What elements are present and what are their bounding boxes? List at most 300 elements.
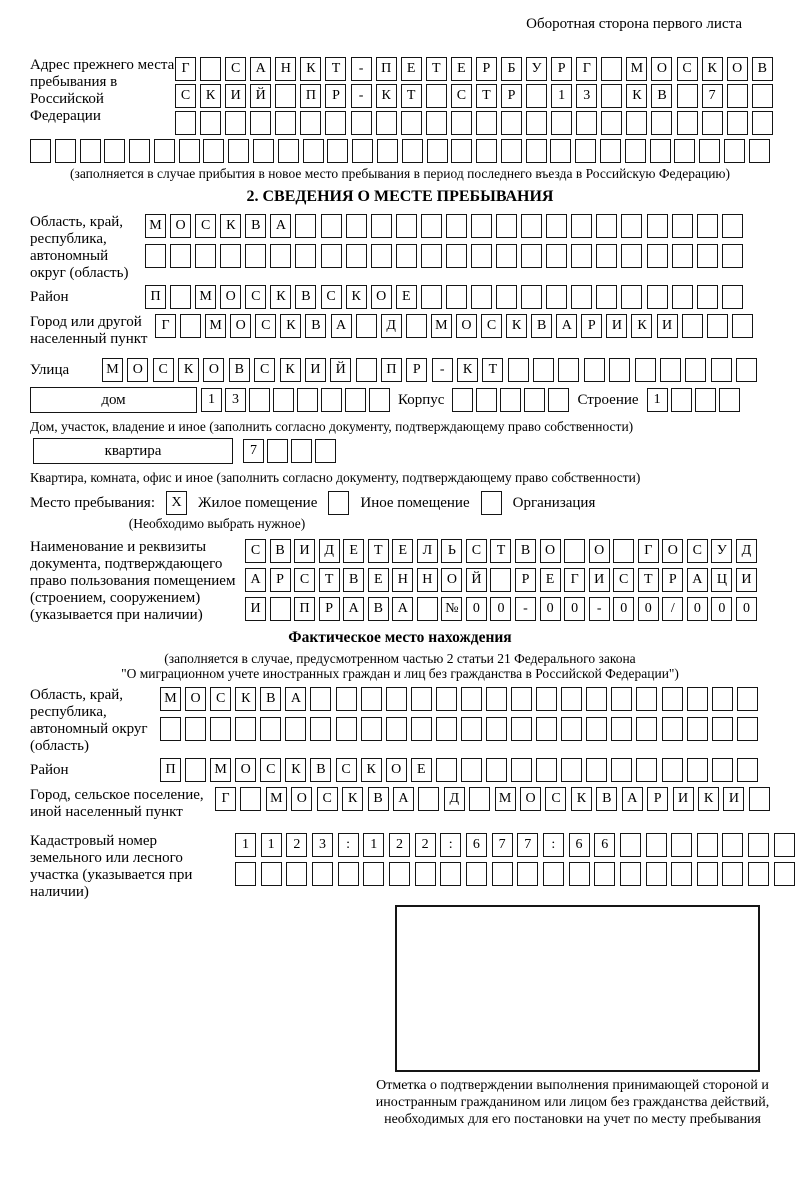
cadastral-label: Кадастровый номер земельного или лесного участка (указывается при наличии) bbox=[30, 833, 193, 900]
char-box: Р bbox=[551, 57, 572, 81]
char-box bbox=[275, 111, 296, 135]
char-box: Р bbox=[662, 568, 683, 592]
char-box bbox=[584, 358, 605, 382]
char-box: С bbox=[317, 787, 338, 811]
char-box: М bbox=[495, 787, 516, 811]
char-box bbox=[170, 244, 191, 268]
actual-district-label: Район bbox=[30, 761, 69, 778]
char-box bbox=[160, 717, 181, 741]
char-box: У bbox=[526, 57, 547, 81]
char-box: 7 bbox=[243, 439, 264, 463]
char-box bbox=[697, 833, 718, 857]
char-box: К bbox=[220, 214, 241, 238]
char-box bbox=[702, 111, 723, 135]
char-box bbox=[377, 139, 398, 163]
char-box bbox=[185, 758, 206, 782]
char-box: Е bbox=[392, 539, 413, 563]
char-box bbox=[662, 758, 683, 782]
char-box bbox=[469, 787, 490, 811]
region-label: Область, край, республика, автономный округ (область) bbox=[30, 214, 129, 281]
char-box bbox=[571, 214, 592, 238]
region-block bbox=[30, 214, 770, 282]
char-box: А bbox=[393, 787, 414, 811]
char-box bbox=[235, 862, 256, 886]
char-box: А bbox=[285, 687, 306, 711]
char-box: С bbox=[225, 57, 246, 81]
house-number-cells bbox=[201, 388, 390, 412]
prev-address-rows bbox=[175, 57, 773, 135]
char-box bbox=[508, 358, 529, 382]
char-box: С bbox=[245, 539, 266, 563]
char-box: О bbox=[371, 285, 392, 309]
actual-region-row-2 bbox=[160, 717, 758, 741]
stay-type-row bbox=[30, 491, 770, 515]
city-label: Город или другой населенный пункт bbox=[30, 314, 148, 347]
char-box bbox=[436, 717, 457, 741]
char-box bbox=[250, 111, 271, 135]
char-box bbox=[611, 758, 632, 782]
char-box: М bbox=[626, 57, 647, 81]
char-box bbox=[278, 139, 299, 163]
region-rows bbox=[145, 214, 743, 268]
char-box: К bbox=[698, 787, 719, 811]
char-box: В bbox=[295, 285, 316, 309]
char-box bbox=[104, 139, 125, 163]
char-box bbox=[727, 84, 748, 108]
char-box bbox=[396, 214, 417, 238]
char-box: К bbox=[376, 84, 397, 108]
char-box: И bbox=[225, 84, 246, 108]
char-box bbox=[621, 285, 642, 309]
char-box bbox=[596, 285, 617, 309]
char-box: М bbox=[160, 687, 181, 711]
char-box: С bbox=[195, 214, 216, 238]
char-box bbox=[521, 244, 542, 268]
char-box bbox=[476, 388, 497, 412]
char-box: Т bbox=[426, 57, 447, 81]
char-box: М bbox=[195, 285, 216, 309]
house-box-label: дом bbox=[30, 387, 197, 413]
char-box bbox=[575, 139, 596, 163]
char-box: Н bbox=[392, 568, 413, 592]
char-box: И bbox=[736, 568, 757, 592]
char-box: К bbox=[361, 758, 382, 782]
actual-city-label: Город, сельское поселение, иной населенный пункт bbox=[30, 787, 204, 820]
char-box: 7 bbox=[492, 833, 513, 857]
char-box: 0 bbox=[736, 597, 757, 621]
char-box bbox=[576, 111, 597, 135]
char-box bbox=[285, 717, 306, 741]
char-box: К bbox=[346, 285, 367, 309]
char-box bbox=[561, 717, 582, 741]
char-box bbox=[170, 285, 191, 309]
char-box: Р bbox=[406, 358, 427, 382]
char-box bbox=[564, 539, 585, 563]
char-box bbox=[551, 111, 572, 135]
char-box bbox=[748, 862, 769, 886]
char-box bbox=[275, 84, 296, 108]
char-box bbox=[677, 111, 698, 135]
confirmation-stamp-note: Отметка о подтверждении выполнения принимающей стороной и иностранным гражданином или лицом без гражданства действий, необходимых для его постановки на учет по месту пребывания bbox=[375, 1078, 770, 1127]
char-box: С bbox=[294, 568, 315, 592]
char-box bbox=[396, 244, 417, 268]
char-box: Н bbox=[417, 568, 438, 592]
char-box: А bbox=[270, 214, 291, 238]
char-box bbox=[719, 388, 740, 412]
char-box: К bbox=[342, 787, 363, 811]
char-box: И bbox=[294, 539, 315, 563]
house-row bbox=[30, 387, 770, 413]
char-box bbox=[471, 244, 492, 268]
document-label: Наименование и реквизиты документа, подтверждающего право пользования помещением (строением, сооружением) (указывается при наличии) bbox=[30, 539, 236, 623]
char-box: М bbox=[431, 314, 452, 338]
char-box bbox=[80, 139, 101, 163]
char-box bbox=[672, 214, 693, 238]
document-row-2 bbox=[245, 568, 757, 592]
prev-address-row-1 bbox=[175, 57, 773, 81]
char-box bbox=[672, 285, 693, 309]
char-box: Р bbox=[501, 84, 522, 108]
char-box bbox=[417, 597, 438, 621]
char-box: П bbox=[294, 597, 315, 621]
char-box: В bbox=[270, 539, 291, 563]
char-box bbox=[752, 84, 773, 108]
document-row-1 bbox=[245, 539, 757, 563]
char-box bbox=[636, 717, 657, 741]
char-box bbox=[228, 139, 249, 163]
char-box bbox=[361, 717, 382, 741]
char-box: О bbox=[185, 687, 206, 711]
char-box bbox=[440, 862, 461, 886]
char-box bbox=[321, 214, 342, 238]
char-box: И bbox=[589, 568, 610, 592]
char-box bbox=[461, 758, 482, 782]
char-box bbox=[601, 57, 622, 81]
char-box bbox=[536, 687, 557, 711]
char-box bbox=[496, 214, 517, 238]
char-box bbox=[511, 758, 532, 782]
char-box: П bbox=[300, 84, 321, 108]
char-box: В bbox=[368, 787, 389, 811]
district-row bbox=[145, 285, 743, 309]
char-box bbox=[496, 244, 517, 268]
char-box: В bbox=[343, 568, 364, 592]
stroenie-cells bbox=[647, 388, 740, 412]
char-box bbox=[687, 717, 708, 741]
stroenie-label: Строение bbox=[577, 391, 639, 408]
char-box: О bbox=[291, 787, 312, 811]
char-box bbox=[662, 687, 683, 711]
char-box: К bbox=[702, 57, 723, 81]
char-box bbox=[621, 244, 642, 268]
char-box bbox=[154, 139, 175, 163]
apartment-row bbox=[30, 438, 770, 464]
char-box bbox=[699, 139, 720, 163]
cadastral-block bbox=[30, 833, 770, 901]
char-box: Д bbox=[381, 314, 402, 338]
stay-option-residential-checkbox: X bbox=[166, 491, 187, 515]
char-box: П bbox=[381, 358, 402, 382]
char-box bbox=[526, 84, 547, 108]
char-box bbox=[613, 539, 634, 563]
char-box bbox=[267, 439, 288, 463]
char-box: Е bbox=[396, 285, 417, 309]
char-box: Д bbox=[736, 539, 757, 563]
char-box: Е bbox=[540, 568, 561, 592]
char-box bbox=[626, 111, 647, 135]
char-box bbox=[748, 833, 769, 857]
prev-address-note: (заполняется в случае прибытия в новое место пребывания в период последнего въезда в Российскую Федерацию) bbox=[69, 166, 731, 181]
char-box bbox=[536, 758, 557, 782]
char-box bbox=[687, 758, 708, 782]
char-box: Т bbox=[325, 57, 346, 81]
char-box: О bbox=[170, 214, 191, 238]
section2-title: 2. СВЕДЕНИЯ О МЕСТЕ ПРЕБЫВАНИЯ bbox=[246, 188, 554, 205]
char-box: Е bbox=[401, 57, 422, 81]
char-box: А bbox=[392, 597, 413, 621]
char-box bbox=[601, 84, 622, 108]
char-box: Р bbox=[319, 597, 340, 621]
char-box bbox=[501, 139, 522, 163]
char-box bbox=[558, 358, 579, 382]
char-box bbox=[363, 862, 384, 886]
char-box: М bbox=[205, 314, 226, 338]
char-box: В bbox=[651, 84, 672, 108]
char-box bbox=[352, 139, 373, 163]
char-box bbox=[245, 244, 266, 268]
char-box bbox=[596, 214, 617, 238]
char-box bbox=[461, 717, 482, 741]
char-box: № bbox=[441, 597, 462, 621]
char-box bbox=[611, 687, 632, 711]
char-box bbox=[270, 244, 291, 268]
char-box bbox=[647, 285, 668, 309]
char-box bbox=[451, 111, 472, 135]
char-box bbox=[586, 758, 607, 782]
char-box bbox=[446, 244, 467, 268]
char-box: 3 bbox=[576, 84, 597, 108]
prev-address-row-4 bbox=[30, 139, 770, 163]
char-box bbox=[651, 111, 672, 135]
char-box: В bbox=[515, 539, 536, 563]
char-box: В bbox=[531, 314, 552, 338]
char-box bbox=[682, 314, 703, 338]
char-box bbox=[774, 833, 795, 857]
actual-city-row bbox=[215, 787, 770, 811]
char-box: П bbox=[376, 57, 397, 81]
char-box: Т bbox=[638, 568, 659, 592]
char-box: О bbox=[386, 758, 407, 782]
char-box: С bbox=[321, 285, 342, 309]
char-box: Г bbox=[576, 57, 597, 81]
char-box bbox=[650, 139, 671, 163]
char-box: 7 bbox=[517, 833, 538, 857]
char-box: Р bbox=[515, 568, 536, 592]
char-box bbox=[526, 139, 547, 163]
char-box: О bbox=[662, 539, 683, 563]
char-box bbox=[636, 758, 657, 782]
region-row-1 bbox=[145, 214, 743, 238]
char-box bbox=[548, 388, 569, 412]
char-box bbox=[737, 758, 758, 782]
char-box bbox=[421, 285, 442, 309]
char-box bbox=[621, 214, 642, 238]
char-box bbox=[543, 862, 564, 886]
char-box bbox=[356, 358, 377, 382]
char-box bbox=[295, 214, 316, 238]
char-box bbox=[662, 717, 683, 741]
char-box: А bbox=[331, 314, 352, 338]
char-box bbox=[722, 862, 743, 886]
char-box bbox=[421, 244, 442, 268]
char-box bbox=[601, 111, 622, 135]
stay-option-residential-label: Жилое помещение bbox=[198, 494, 318, 511]
char-box bbox=[200, 111, 221, 135]
char-box: К bbox=[457, 358, 478, 382]
char-box: 0 bbox=[564, 597, 585, 621]
char-box bbox=[625, 139, 646, 163]
char-box: И bbox=[305, 358, 326, 382]
char-box bbox=[145, 244, 166, 268]
district-label: Район bbox=[30, 288, 69, 305]
char-box: Е bbox=[343, 539, 364, 563]
stay-option-other-checkbox bbox=[328, 491, 349, 515]
char-box: 1 bbox=[261, 833, 282, 857]
char-box: В bbox=[596, 787, 617, 811]
char-box bbox=[490, 568, 511, 592]
char-box bbox=[260, 717, 281, 741]
char-box: С bbox=[451, 84, 472, 108]
char-box: В bbox=[305, 314, 326, 338]
char-box bbox=[286, 862, 307, 886]
char-box bbox=[697, 244, 718, 268]
char-box bbox=[295, 244, 316, 268]
char-box: С bbox=[545, 787, 566, 811]
char-box: 0 bbox=[466, 597, 487, 621]
char-box: К bbox=[270, 285, 291, 309]
char-box: С bbox=[254, 358, 275, 382]
char-box: С bbox=[481, 314, 502, 338]
char-box bbox=[406, 314, 427, 338]
char-box bbox=[486, 687, 507, 711]
char-box: К bbox=[631, 314, 652, 338]
char-box: 2 bbox=[389, 833, 410, 857]
char-box: Р bbox=[325, 84, 346, 108]
char-box: Е bbox=[368, 568, 389, 592]
char-box bbox=[536, 717, 557, 741]
char-box: Г bbox=[155, 314, 176, 338]
stay-option-organization-label: Организация bbox=[512, 494, 596, 511]
char-box: В bbox=[260, 687, 281, 711]
char-box: О bbox=[127, 358, 148, 382]
char-box bbox=[697, 862, 718, 886]
char-box bbox=[210, 717, 231, 741]
document-rows bbox=[245, 539, 757, 621]
char-box: И bbox=[723, 787, 744, 811]
char-box bbox=[336, 717, 357, 741]
char-box bbox=[712, 687, 733, 711]
char-box: О bbox=[540, 539, 561, 563]
char-box: : bbox=[543, 833, 564, 857]
char-box bbox=[636, 687, 657, 711]
char-box bbox=[203, 139, 224, 163]
char-box: К bbox=[626, 84, 647, 108]
char-box bbox=[476, 139, 497, 163]
char-box bbox=[517, 862, 538, 886]
street-block bbox=[30, 358, 770, 382]
char-box bbox=[546, 214, 567, 238]
char-box bbox=[315, 439, 336, 463]
char-box bbox=[707, 314, 728, 338]
char-box: К bbox=[285, 758, 306, 782]
char-box bbox=[369, 388, 390, 412]
char-box bbox=[660, 358, 681, 382]
char-box bbox=[571, 285, 592, 309]
char-box bbox=[594, 862, 615, 886]
char-box bbox=[225, 111, 246, 135]
char-box: 1 bbox=[647, 388, 668, 412]
city-row bbox=[155, 314, 753, 338]
char-box: 0 bbox=[613, 597, 634, 621]
char-box bbox=[261, 862, 282, 886]
char-box bbox=[426, 111, 447, 135]
char-box: А bbox=[687, 568, 708, 592]
char-box: Р bbox=[476, 57, 497, 81]
char-box: С bbox=[336, 758, 357, 782]
char-box: К bbox=[280, 314, 301, 338]
char-box bbox=[476, 111, 497, 135]
char-box: 0 bbox=[540, 597, 561, 621]
char-box: С bbox=[466, 539, 487, 563]
street-row bbox=[102, 358, 757, 382]
char-box bbox=[336, 687, 357, 711]
char-box bbox=[687, 687, 708, 711]
char-box bbox=[586, 687, 607, 711]
char-box: Р bbox=[270, 568, 291, 592]
char-box bbox=[411, 717, 432, 741]
char-box bbox=[471, 285, 492, 309]
char-box: О bbox=[230, 314, 251, 338]
char-box bbox=[671, 833, 692, 857]
char-box: Е bbox=[411, 758, 432, 782]
char-box bbox=[611, 717, 632, 741]
char-box: С bbox=[210, 687, 231, 711]
char-box: Ц bbox=[711, 568, 732, 592]
char-box: 6 bbox=[594, 833, 615, 857]
char-box: О bbox=[220, 285, 241, 309]
char-box: Г bbox=[175, 57, 196, 81]
char-box bbox=[351, 111, 372, 135]
char-box: Н bbox=[275, 57, 296, 81]
char-box bbox=[774, 862, 795, 886]
char-box bbox=[521, 285, 542, 309]
char-box: И bbox=[657, 314, 678, 338]
char-box bbox=[722, 285, 743, 309]
char-box: А bbox=[622, 787, 643, 811]
char-box: С bbox=[255, 314, 276, 338]
char-box bbox=[737, 687, 758, 711]
char-box: О bbox=[456, 314, 477, 338]
char-box: И bbox=[606, 314, 627, 338]
char-box bbox=[376, 111, 397, 135]
stay-option-other-label: Иное помещение bbox=[360, 494, 470, 511]
char-box: - bbox=[589, 597, 610, 621]
prev-address-block bbox=[30, 57, 770, 135]
char-box bbox=[722, 833, 743, 857]
char-box bbox=[672, 244, 693, 268]
char-box bbox=[386, 717, 407, 741]
page-side-note: Оборотная сторона первого листа bbox=[526, 16, 742, 32]
